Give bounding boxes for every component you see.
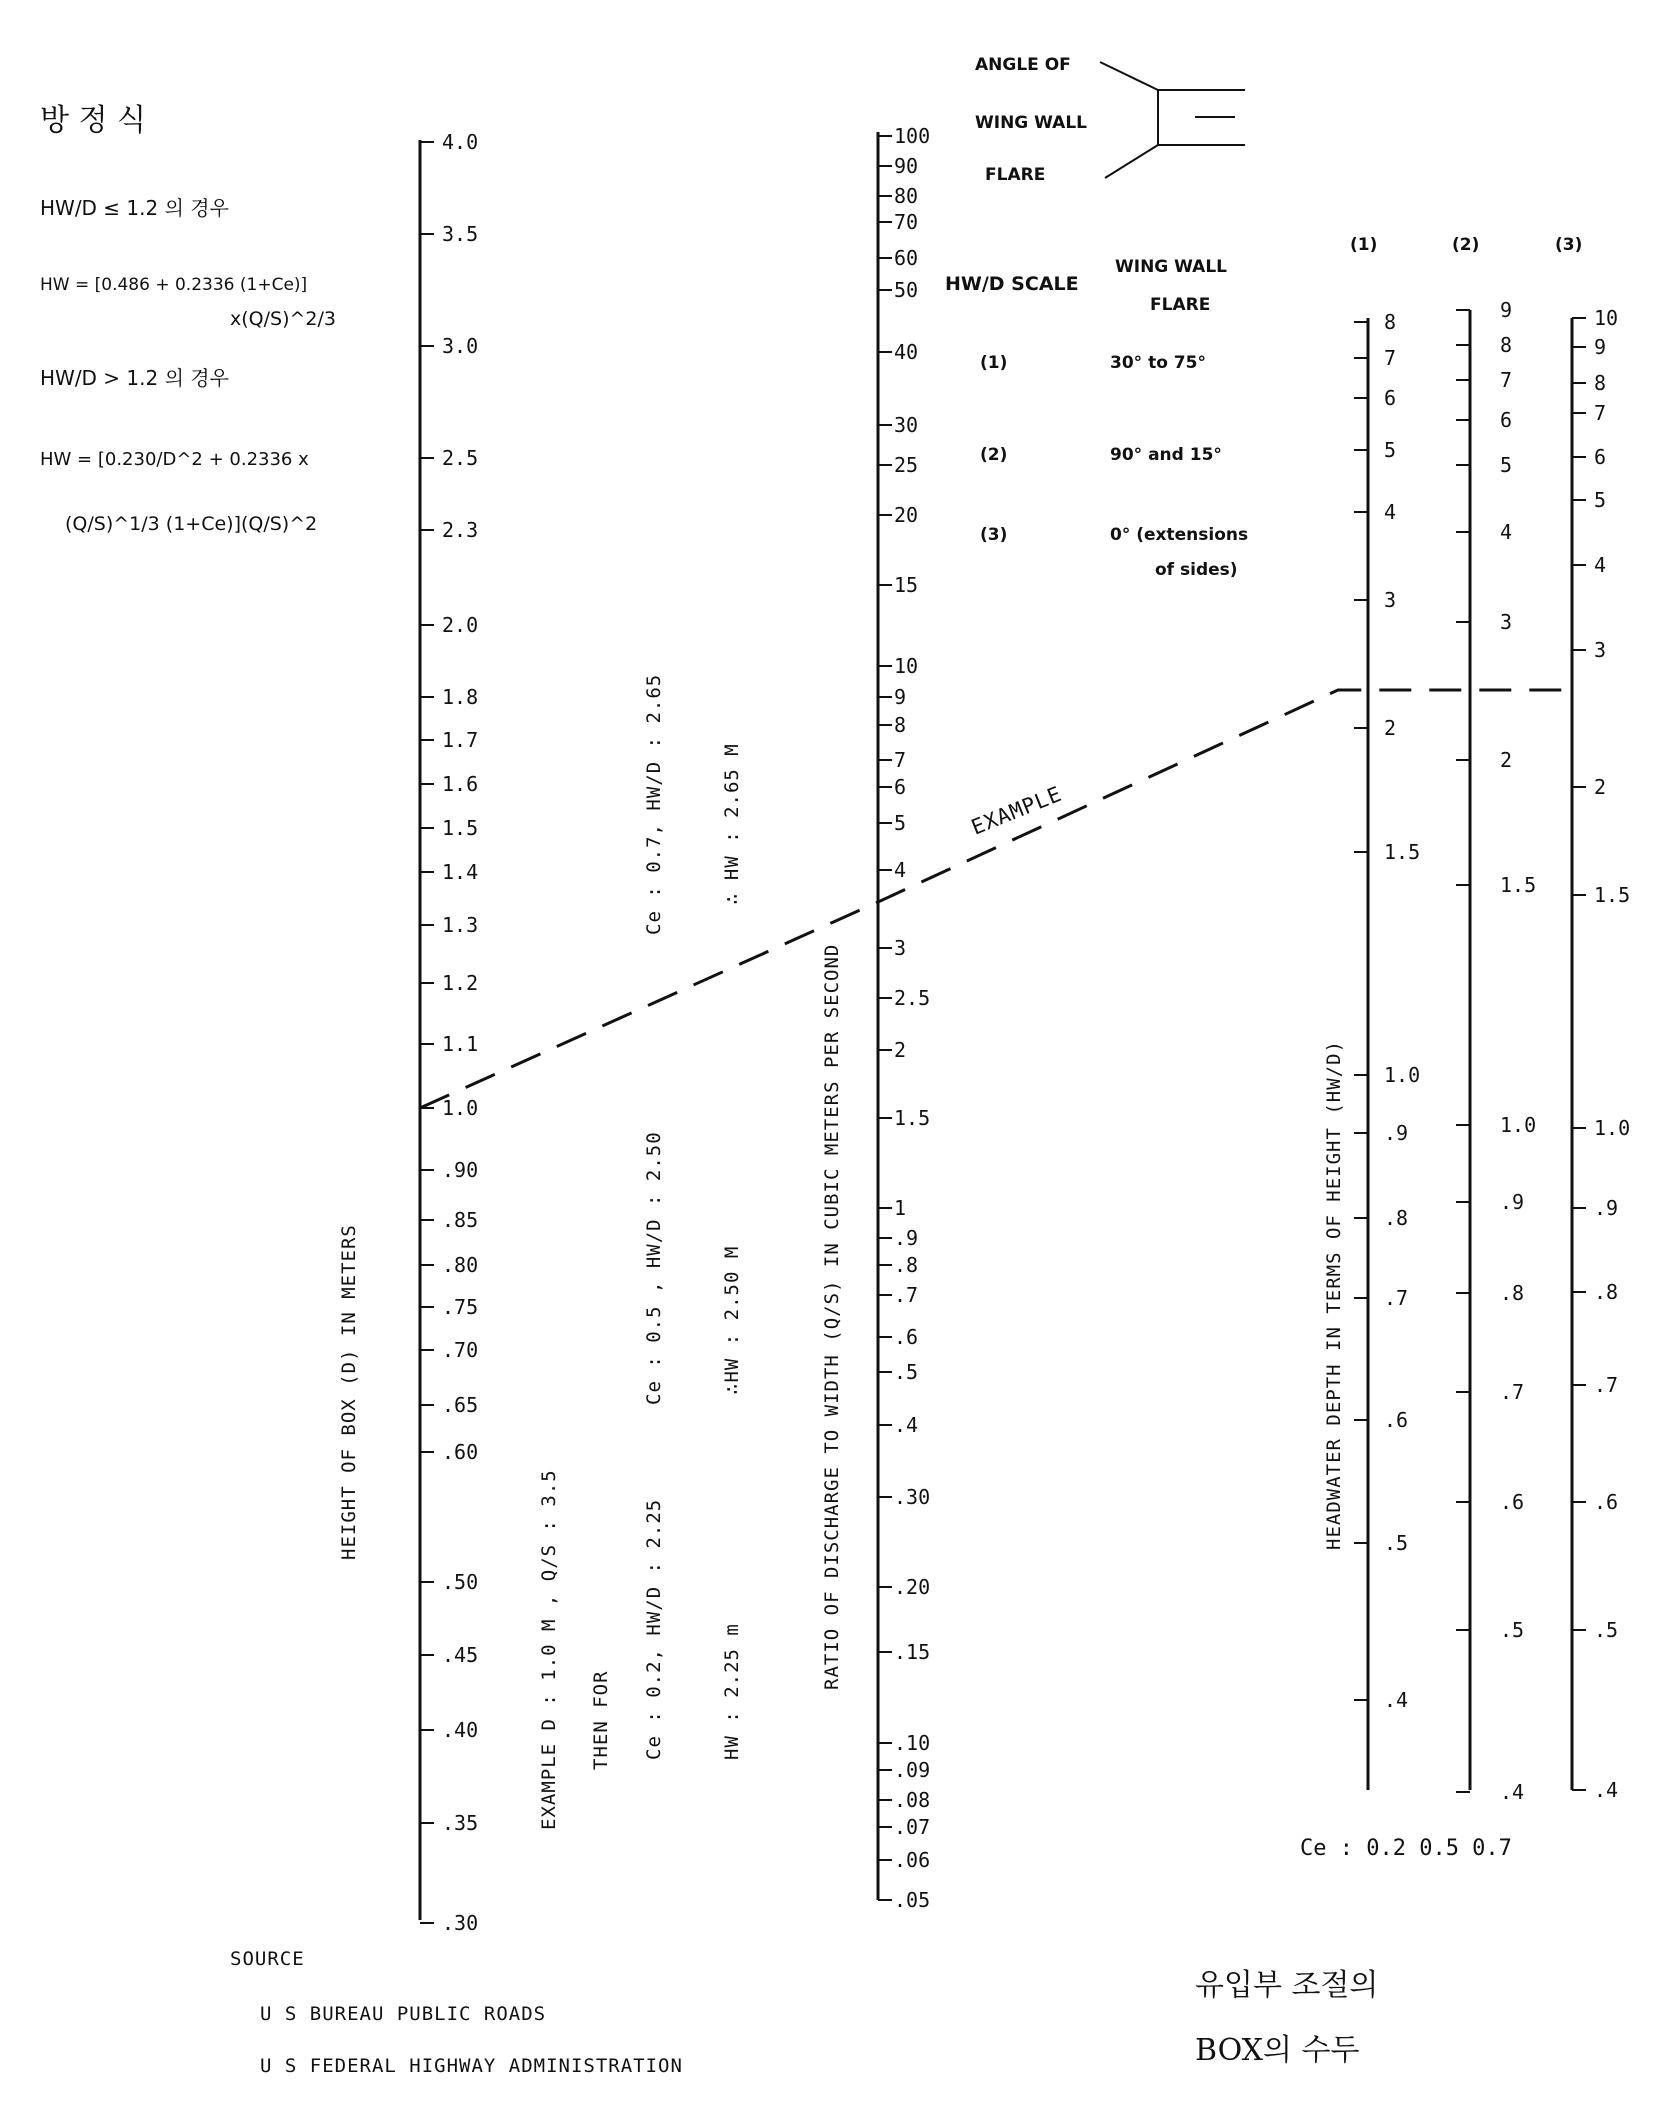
- example-line-label: EXAMPLE: [967, 781, 1066, 840]
- example-hw05: ∴HW : 2.50 M: [721, 1245, 743, 1395]
- hw3-tick-label: .5: [1594, 1618, 1619, 1642]
- height-tick-label: .90: [442, 1158, 479, 1182]
- discharge-tick-label: 40: [894, 340, 919, 364]
- discharge-tick-label: 5: [894, 811, 907, 835]
- discharge-tick-label: 15: [894, 573, 919, 597]
- discharge-tick-label: .06: [894, 1848, 931, 1872]
- example-hw07: ∴ HW : 2.65 M: [721, 743, 743, 905]
- hw3-tick-label: 2: [1594, 775, 1607, 799]
- hw1-tick-label: .5: [1384, 1531, 1409, 1555]
- flare-angle-of: ANGLE OF: [975, 55, 1071, 75]
- discharge-tick-label: .4: [894, 1413, 919, 1437]
- flare-wall-bottom: [1105, 145, 1158, 178]
- height-tick-label: .30: [442, 1911, 479, 1935]
- hw3-tick-label: .8: [1594, 1280, 1619, 1304]
- discharge-tick-label: .20: [894, 1575, 931, 1599]
- discharge-tick-label: 6: [894, 775, 907, 799]
- headwater-axis-title: HEADWATER DEPTH IN TERMS OF HEIGHT (HW/D): [1323, 1040, 1345, 1550]
- legend-flare-head1: WING WALL: [1115, 257, 1227, 277]
- hw1-tick-label: .9: [1384, 1121, 1409, 1145]
- flare-wall-top: [1100, 62, 1158, 90]
- hw1-tick-label: 1.5: [1384, 840, 1421, 864]
- hw1-tick-label: .7: [1384, 1286, 1409, 1310]
- hw2-tick-label: .5: [1500, 1618, 1525, 1642]
- discharge-tick-label: .05: [894, 1888, 931, 1912]
- hw3-tick-label: 6: [1594, 445, 1607, 469]
- flare-diagram: [975, 55, 1245, 185]
- formula-case2-eq1: HW = [0.230/D^2 + 0.2336 x: [40, 449, 309, 470]
- discharge-scale-ticks: [878, 124, 930, 1912]
- legend-flare-head2: FLARE: [1150, 295, 1211, 315]
- legend-row1-desc: 30° to 75°: [1110, 353, 1206, 373]
- flare-box: [1158, 90, 1245, 145]
- source-block: [230, 1948, 683, 2077]
- height-tick-label: 2.3: [442, 518, 479, 542]
- flare-label: FLARE: [985, 165, 1046, 185]
- height-tick-label: .75: [442, 1295, 479, 1319]
- discharge-tick-label: .07: [894, 1815, 931, 1839]
- source-label: SOURCE: [230, 1948, 305, 1970]
- legend: [945, 257, 1248, 580]
- hw1-tick-label: 7: [1384, 346, 1397, 370]
- hw3-tick-label: 7: [1594, 401, 1607, 425]
- legend-row2-num: (2): [980, 445, 1008, 465]
- caption-line2: BOX의 수두: [1195, 2033, 1360, 2068]
- formula-case1-condition: HW/D ≤ 1.2 의 경우: [40, 196, 229, 220]
- hw2-tick-label: .9: [1500, 1190, 1525, 1214]
- hw3-tick-label: 1.0: [1594, 1116, 1631, 1140]
- height-tick-label: .40: [442, 1718, 479, 1742]
- discharge-tick-label: .08: [894, 1788, 931, 1812]
- discharge-tick-label: 10: [894, 654, 919, 678]
- height-tick-label: .35: [442, 1811, 479, 1835]
- discharge-tick-label: 1.5: [894, 1106, 931, 1130]
- hw1-tick-label: 3: [1384, 588, 1397, 612]
- height-tick-label: .65: [442, 1393, 479, 1417]
- height-tick-label: 1.1: [442, 1032, 479, 1056]
- height-tick-label: 1.5: [442, 816, 479, 840]
- legend-hw-d-scale: HW/D SCALE: [945, 273, 1079, 295]
- height-tick-label: .45: [442, 1643, 479, 1667]
- legend-row1-num: (1): [980, 353, 1008, 373]
- height-tick-label: 1.7: [442, 728, 479, 752]
- scale-header-3: (3): [1555, 235, 1583, 255]
- discharge-tick-label: .15: [894, 1640, 931, 1664]
- discharge-tick-label: 100: [894, 124, 931, 148]
- height-tick-label: 1.3: [442, 913, 479, 937]
- hw1-tick-label: 8: [1384, 310, 1397, 334]
- example-line1: EXAMPLE D : 1.0 M , Q/S : 3.5: [538, 1469, 560, 1830]
- hw2-tick-label: 9: [1500, 298, 1513, 322]
- discharge-tick-label: 9: [894, 685, 907, 709]
- korean-caption: [1195, 1968, 1378, 2068]
- height-tick-label: 3.0: [442, 334, 479, 358]
- height-tick-label: 1.2: [442, 971, 479, 995]
- legend-row3-desc2: of sides): [1155, 560, 1238, 580]
- flare-wing-wall: WING WALL: [975, 113, 1087, 133]
- discharge-tick-label: .10: [894, 1731, 931, 1755]
- example-ce02: Ce : 0.2, HW/D : 2.25: [643, 1498, 665, 1760]
- height-tick-label: .50: [442, 1570, 479, 1594]
- hw2-tick-label: 4: [1500, 520, 1513, 544]
- hw1-tick-label: 2: [1384, 716, 1397, 740]
- discharge-tick-label: .7: [894, 1283, 919, 1307]
- discharge-tick-label: 7: [894, 748, 907, 772]
- height-scale-ticks: [420, 130, 478, 1935]
- hw2-tick-label: 5: [1500, 453, 1513, 477]
- hw2-tick-label: .4: [1500, 1780, 1525, 1804]
- height-tick-label: 1.6: [442, 772, 479, 796]
- height-tick-label: .70: [442, 1338, 479, 1362]
- example-ce05: Ce : 0.5 , HW/D : 2.50: [643, 1131, 665, 1405]
- hw2-tick-label: 8: [1500, 333, 1513, 357]
- hw1-tick-label: .8: [1384, 1206, 1409, 1230]
- discharge-tick-label: 70: [894, 210, 919, 234]
- discharge-tick-label: 3: [894, 936, 907, 960]
- hw-scale-1-ticks: [1354, 310, 1420, 1712]
- discharge-tick-label: .09: [894, 1758, 931, 1782]
- source-line2: U S FEDERAL HIGHWAY ADMINISTRATION: [260, 2055, 683, 2077]
- formula-case1-eq1: HW = [0.486 + 0.2336 (1+Ce)]: [40, 275, 308, 295]
- hw-scale-2-ticks: [1456, 298, 1536, 1804]
- height-tick-label: 4.0: [442, 130, 479, 154]
- height-tick-label: .85: [442, 1208, 479, 1232]
- hw1-tick-label: 5: [1384, 438, 1397, 462]
- hw2-tick-label: 6: [1500, 408, 1513, 432]
- hw1-tick-label: 4: [1384, 500, 1397, 524]
- legend-row3-num: (3): [980, 525, 1008, 545]
- discharge-tick-label: .30: [894, 1485, 931, 1509]
- formula-case1-eq2: x(Q/S)^2/3: [230, 308, 336, 330]
- caption-line1: 유입부 조절의: [1195, 1968, 1379, 2003]
- source-line1: U S BUREAU PUBLIC ROADS: [260, 2003, 547, 2025]
- discharge-tick-label: 50: [894, 278, 919, 302]
- hw2-tick-label: 1.5: [1500, 873, 1537, 897]
- example-line: [420, 690, 1572, 1108]
- height-tick-label: 1.0: [442, 1096, 479, 1120]
- height-tick-label: .80: [442, 1253, 479, 1277]
- scale-header-2: (2): [1452, 235, 1480, 255]
- example-annotations: [538, 674, 743, 1830]
- height-tick-label: 1.8: [442, 685, 479, 709]
- formula-block: [40, 103, 336, 535]
- hw3-tick-label: 9: [1594, 335, 1607, 359]
- hw2-tick-label: 2: [1500, 748, 1513, 772]
- hw1-tick-label: 6: [1384, 386, 1397, 410]
- hw3-tick-label: .9: [1594, 1196, 1619, 1220]
- hw3-tick-label: 3: [1594, 638, 1607, 662]
- scale-headers: [1350, 235, 1582, 255]
- hw2-tick-label: 3: [1500, 610, 1513, 634]
- example-hw02: HW : 2.25 m: [721, 1623, 743, 1760]
- discharge-tick-label: .9: [894, 1226, 919, 1250]
- hw2-tick-label: .7: [1500, 1380, 1525, 1404]
- ce-footer: Ce : 0.2 0.5 0.7: [1300, 1836, 1512, 1861]
- hw3-tick-label: .7: [1594, 1373, 1619, 1397]
- example-then-for: THEN FOR: [590, 1670, 612, 1770]
- formula-case2-condition: HW/D > 1.2 의 경우: [40, 366, 229, 390]
- hw3-tick-label: 1.5: [1594, 883, 1631, 907]
- legend-row3-desc: 0° (extensions: [1110, 525, 1249, 545]
- example-dashed-path: [420, 690, 1572, 1108]
- discharge-tick-label: 2: [894, 1038, 907, 1062]
- discharge-tick-label: 4: [894, 858, 907, 882]
- hw3-tick-label: 8: [1594, 371, 1607, 395]
- discharge-tick-label: 60: [894, 246, 919, 270]
- discharge-tick-label: 30: [894, 413, 919, 437]
- hw1-tick-label: 1.0: [1384, 1063, 1421, 1087]
- example-ce07: Ce : 0.7, HW/D : 2.65: [643, 673, 665, 935]
- hw3-tick-label: 10: [1594, 306, 1619, 330]
- legend-row2-desc: 90° and 15°: [1110, 445, 1222, 465]
- discharge-tick-label: .6: [894, 1325, 919, 1349]
- discharge-tick-label: 2.5: [894, 986, 931, 1010]
- hw3-tick-label: 4: [1594, 553, 1607, 577]
- discharge-tick-label: 20: [894, 503, 919, 527]
- hw1-tick-label: .6: [1384, 1408, 1409, 1432]
- discharge-tick-label: 25: [894, 453, 919, 477]
- height-tick-label: 1.4: [442, 860, 479, 884]
- discharge-axis-title: RATIO OF DISCHARGE TO WIDTH (Q/S) IN CUBIC METERS PER SECOND: [821, 943, 843, 1690]
- discharge-tick-label: 1: [894, 1196, 907, 1220]
- hw3-tick-label: .6: [1594, 1490, 1619, 1514]
- hw2-tick-label: 7: [1500, 368, 1513, 392]
- height-tick-label: 2.0: [442, 613, 479, 637]
- height-tick-label: 3.5: [442, 222, 479, 246]
- discharge-tick-label: .8: [894, 1253, 919, 1277]
- hw2-tick-label: 1.0: [1500, 1113, 1537, 1137]
- height-tick-label: 2.5: [442, 446, 479, 470]
- discharge-tick-label: 90: [894, 154, 919, 178]
- formula-case2-eq2: (Q/S)^1/3 (1+Ce)](Q/S)^2: [65, 513, 318, 535]
- height-axis-title: HEIGHT OF BOX (D) IN METERS: [338, 1224, 360, 1560]
- formula-title: 방 정 식: [40, 103, 147, 138]
- discharge-tick-label: 80: [894, 184, 919, 208]
- hw-scale-3-ticks: [1572, 306, 1630, 1802]
- hw3-tick-label: .4: [1594, 1778, 1619, 1802]
- scale-header-1: (1): [1350, 235, 1378, 255]
- hw2-tick-label: .8: [1500, 1281, 1525, 1305]
- discharge-tick-label: .5: [894, 1360, 919, 1384]
- hw2-tick-label: .6: [1500, 1490, 1525, 1514]
- hw1-tick-label: .4: [1384, 1688, 1409, 1712]
- discharge-tick-label: 8: [894, 713, 907, 737]
- height-tick-label: .60: [442, 1440, 479, 1464]
- hw3-tick-label: 5: [1594, 488, 1607, 512]
